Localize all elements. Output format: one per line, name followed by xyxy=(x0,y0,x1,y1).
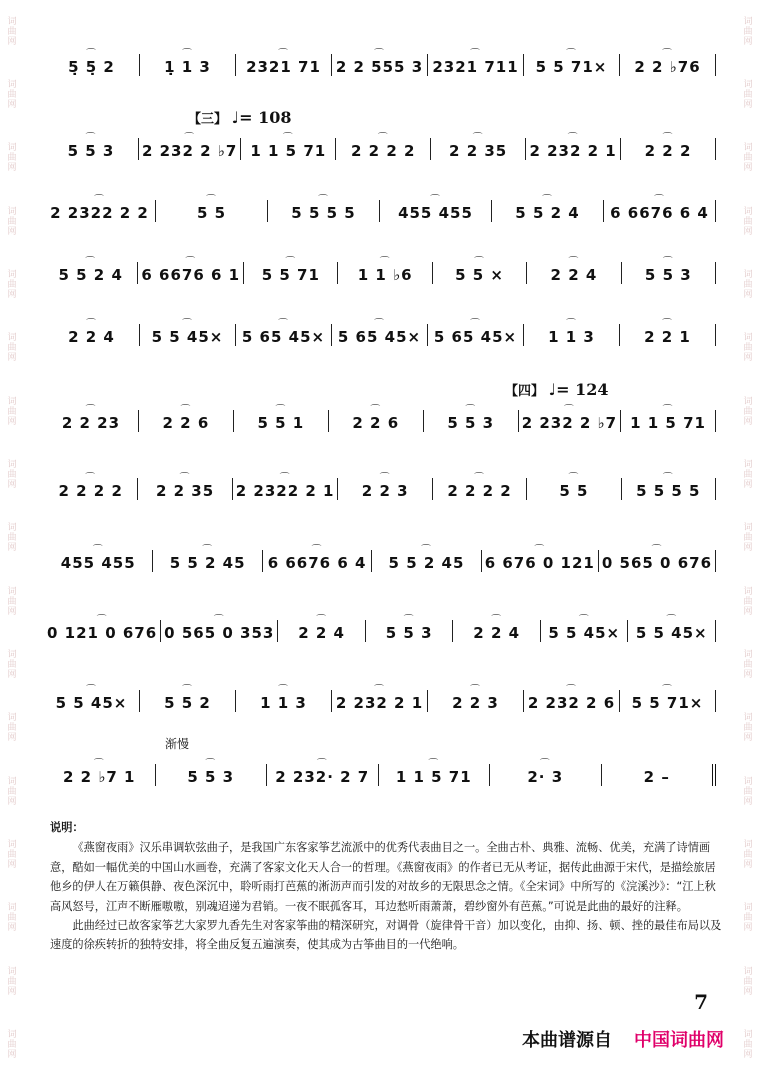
measure xyxy=(140,690,236,712)
measure xyxy=(332,54,428,76)
watermark-text: 词曲网 xyxy=(743,713,753,744)
beat: ⌒ 5 5 5 5 xyxy=(636,482,700,500)
beat: ⌒ 5 5 2 45 xyxy=(389,554,465,572)
measure xyxy=(44,478,138,500)
watermark-text: 词曲网 xyxy=(7,586,17,617)
gradual-label: 渐慢 xyxy=(165,737,190,751)
watermark-text: 词曲网 xyxy=(743,523,753,554)
beat: ⌒ 5 5 × xyxy=(455,266,504,284)
beat: ⌒ 5 5 xyxy=(559,482,588,500)
beat: ⌒ 2 2 4 xyxy=(551,266,598,284)
measure xyxy=(621,138,716,160)
beat: ⌒ 5 5 71× xyxy=(536,58,608,76)
beat: ⌒ 6 676 0 121 xyxy=(485,554,595,572)
score-row-1 xyxy=(44,50,716,76)
measure xyxy=(524,54,620,76)
measure xyxy=(138,262,244,284)
beat: ⌒ 455 455 xyxy=(398,204,473,222)
watermark-text: 词曲网 xyxy=(743,650,753,681)
beat: ⌒ 2 2 2 2 xyxy=(351,142,415,160)
beat: ⌒ 5 5 3 xyxy=(68,142,115,160)
beat: ⌒ 2 2322 2 1 xyxy=(236,482,335,500)
beat: ⌒ 1 1 ♭6 xyxy=(358,266,413,284)
beat: ⌒ 5 65 45× xyxy=(434,328,517,346)
score-row-3 xyxy=(44,196,716,222)
score-row-2 xyxy=(44,134,716,160)
measure xyxy=(44,550,153,572)
beat: ⌒ 2321 711 xyxy=(432,58,518,76)
watermark-text: 词曲网 xyxy=(7,650,17,681)
measure xyxy=(161,620,278,642)
watermark-text: 词曲网 xyxy=(743,903,753,934)
watermark-text: 词曲网 xyxy=(743,1030,753,1061)
footer-brand-link[interactable]: 中国词曲网 xyxy=(634,1030,724,1051)
measure xyxy=(366,620,454,642)
beat: ⌒ 2 232· 2 7 xyxy=(275,768,369,786)
beat: ⌒ 5 5 71× xyxy=(632,694,704,712)
measure xyxy=(380,200,492,222)
beat: ⌒ 2 232 2 6 xyxy=(528,694,615,712)
watermark-text: 词曲网 xyxy=(7,396,17,427)
watermark-text: 词曲网 xyxy=(7,460,17,491)
section-marker-3 xyxy=(188,108,291,127)
watermark-text: 词曲网 xyxy=(743,16,753,47)
measure xyxy=(44,324,140,346)
beat: ⌒ 2 2 4 xyxy=(68,328,115,346)
section-4-label: 【四】 xyxy=(505,384,545,399)
measure xyxy=(278,620,366,642)
beat: ⌒ 2 2 6 xyxy=(352,414,399,432)
beat: ⌒ 5 5 3 xyxy=(187,768,234,786)
measure xyxy=(140,324,236,346)
measure xyxy=(453,620,541,642)
beat: ⌒ 2 2 2 xyxy=(645,142,692,160)
measure xyxy=(622,262,716,284)
final-measure xyxy=(602,764,717,786)
watermark-text: 词曲网 xyxy=(743,206,753,237)
score-row-10 xyxy=(44,686,716,712)
measure xyxy=(44,54,140,76)
footer xyxy=(522,1026,724,1052)
measure xyxy=(620,54,716,76)
measure xyxy=(139,138,241,160)
beat: ⌒ 2 2 4 xyxy=(298,624,345,642)
beat: ⌒ 2· 3 xyxy=(527,768,563,786)
measure xyxy=(44,200,156,222)
measure xyxy=(336,138,431,160)
measure xyxy=(527,478,621,500)
beat: ⌒ 2 2 ♭7 1 xyxy=(63,768,136,786)
measure xyxy=(620,324,716,346)
beat: ⌒ 5 5 xyxy=(197,204,226,222)
measure xyxy=(244,262,338,284)
watermark-text: 词曲网 xyxy=(743,143,753,174)
score-row-6 xyxy=(44,406,716,432)
watermark-text: 词曲网 xyxy=(7,523,17,554)
watermark-text: 词曲网 xyxy=(7,16,17,47)
measure xyxy=(156,200,268,222)
notes-paragraph-1: 《燕窗夜雨》汉乐串调软弦曲子，是我国广东客家筝艺流派中的优秀代表曲目之一。全曲古朴、典雅、流畅、优美，充满了诗情画意，酷如一幅优美的中国山水画卷，充满了客家文化天人合一的哲理。《燕窗夜雨》的作者已无从考证，据传此曲源于宋代，是描绘旅居他乡的伊人在万籁俱静、夜色深沉中，聆听雨打芭蕉的淅沥声而引发的对故乡的无限思念之情。《全宋词》中所写的《浣溪沙》：“江上秋高风怒号，江声不断雁嗷嗷，别魂迢递为君销。一夜不眠孤客耳，耳边愁听雨萧萧，碧纱窗外有芭蕉。”可说是此曲的最好的注释。 xyxy=(50,841,716,913)
beat: ⌒ 2 2 6 xyxy=(163,414,210,432)
beat: ⌒ 1 1 5 71 xyxy=(630,414,706,432)
watermark-text: 词曲网 xyxy=(743,270,753,301)
measure xyxy=(268,200,380,222)
beat: ⌒ 5 5 2 4 xyxy=(515,204,579,222)
beat: ⌒ 5 5 45× xyxy=(636,624,708,642)
beat: ⌒ 5 5 1 xyxy=(257,414,304,432)
beat: ⌒ 2 2 3 xyxy=(452,694,499,712)
beat: ⌒ 2 2 2 2 xyxy=(58,482,122,500)
beat: ⌒ 2 2 2 2 xyxy=(447,482,511,500)
beat: ⌒ 2 2 35 xyxy=(449,142,507,160)
measure xyxy=(338,262,432,284)
watermark-text: 词曲网 xyxy=(7,903,17,934)
beat: ⌒ 6 6676 6 4 xyxy=(610,204,709,222)
beat: ⌒ 5 65 45× xyxy=(242,328,325,346)
beat: ⌒ 0 565 0 676 xyxy=(602,554,712,572)
measure xyxy=(338,478,432,500)
measure xyxy=(332,690,428,712)
watermark-text: 词曲网 xyxy=(7,80,17,111)
measure xyxy=(372,550,481,572)
watermark-text: 词曲网 xyxy=(743,840,753,871)
measure xyxy=(44,262,138,284)
beat: ⌒ 2 232 2 1 xyxy=(336,694,423,712)
measure xyxy=(329,410,424,432)
score-row-9 xyxy=(44,616,716,642)
measure xyxy=(233,478,339,500)
measure xyxy=(44,764,156,786)
tempo-direction-gradual xyxy=(165,735,189,752)
watermark-text: 词曲网 xyxy=(7,966,17,997)
measure xyxy=(153,550,262,572)
watermark-text: 词曲网 xyxy=(743,460,753,491)
beat: ⌒ 455 455 xyxy=(61,554,136,572)
beat: ⌒ 2 2 1 xyxy=(644,328,691,346)
score-row-7 xyxy=(44,474,716,500)
watermark-text: 词曲网 xyxy=(7,776,17,807)
footer-source-label: 本曲谱源自 xyxy=(522,1030,612,1051)
measure xyxy=(263,550,372,572)
section-4-tempo: ♩= 124 xyxy=(548,380,609,399)
watermark-text: 词曲网 xyxy=(743,776,753,807)
measure xyxy=(44,410,139,432)
measure xyxy=(431,138,526,160)
measure xyxy=(519,410,621,432)
measure xyxy=(44,690,140,712)
measure xyxy=(236,324,332,346)
beat: ⌒ 6 6676 6 1 xyxy=(141,266,240,284)
beat: ⌒ 2 2 555 3 xyxy=(336,58,423,76)
beat: ⌒ 5 5 5 5 xyxy=(291,204,355,222)
beat: ⌒ 0 565 0 353 xyxy=(164,624,274,642)
watermark-text: 词曲网 xyxy=(7,1030,17,1061)
beat: ⌒ 5 65 45× xyxy=(338,328,421,346)
measure xyxy=(620,690,716,712)
measure xyxy=(541,620,629,642)
beat: ⌒ 5̣ 5̣ 2 xyxy=(68,58,115,76)
measure xyxy=(490,764,602,786)
score-row-11 xyxy=(44,760,716,786)
beat: ⌒ 2 232 2 ♭7 xyxy=(142,142,237,160)
page-number: 7 xyxy=(694,990,708,1014)
watermark-text: 词曲网 xyxy=(7,713,17,744)
measure xyxy=(482,550,599,572)
beat: 2 – xyxy=(643,768,670,786)
section-marker-4 xyxy=(505,380,608,399)
beat: ⌒ 2 232 2 ♭7 xyxy=(522,414,617,432)
measure xyxy=(267,764,379,786)
watermark-text: 词曲网 xyxy=(7,333,17,364)
measure xyxy=(621,410,716,432)
measure xyxy=(433,478,527,500)
beat: ⌒ 1̣ 1 3 xyxy=(164,58,211,76)
beat: ⌒ 2 2322 2 2 xyxy=(50,204,149,222)
notes-title: 说明： xyxy=(50,821,84,834)
score-row-4 xyxy=(44,258,716,284)
measure xyxy=(156,764,268,786)
measure xyxy=(599,550,716,572)
measure xyxy=(622,478,716,500)
watermark-strip-right xyxy=(738,0,758,1077)
watermark-text: 词曲网 xyxy=(743,80,753,111)
beat: ⌒ 1 1 5 71 xyxy=(250,142,326,160)
measure xyxy=(428,324,524,346)
measure xyxy=(44,620,161,642)
beat: ⌒ 0 121 0 676 xyxy=(47,624,157,642)
beat: ⌒ 2 2 35 xyxy=(156,482,214,500)
measure xyxy=(604,200,716,222)
beat: ⌒ 2 2 ♭76 xyxy=(634,58,700,76)
beat: ⌒ 1 1 5 71 xyxy=(396,768,472,786)
beat: ⌒ 5 5 2 45 xyxy=(170,554,246,572)
watermark-text: 词曲网 xyxy=(743,966,753,997)
watermark-text: 词曲网 xyxy=(743,586,753,617)
watermark-text: 词曲网 xyxy=(7,270,17,301)
beat: ⌒ 1 1 3 xyxy=(260,694,307,712)
beat: ⌒ 5 5 2 4 xyxy=(58,266,122,284)
beat: ⌒ 2 2 23 xyxy=(62,414,120,432)
watermark-text: 词曲网 xyxy=(7,840,17,871)
measure xyxy=(628,620,716,642)
measure xyxy=(433,262,527,284)
measure xyxy=(428,690,524,712)
measure xyxy=(527,262,621,284)
measure xyxy=(526,138,621,160)
beat: ⌒ 2 232 2 1 xyxy=(529,142,616,160)
beat: ⌒ 5 5 3 xyxy=(447,414,494,432)
measure xyxy=(424,410,519,432)
beat: ⌒ 5 5 2 xyxy=(164,694,211,712)
beat: ⌒ 2321 71 xyxy=(246,58,321,76)
measure xyxy=(236,690,332,712)
watermark-text: 词曲网 xyxy=(743,333,753,364)
notes-paragraph-2: 此曲经过已故客家筝艺大家罗九香先生对客家筝曲的精深研究，对调骨（旋律骨干音）加以变化，由抑、扬、顿、挫的最佳布局以及速度的徐疾转折的独特安排，将全曲反复五遍演奏，使其成为古筝曲目的一代绝响。 xyxy=(50,919,722,952)
beat: ⌒ 5 5 45× xyxy=(56,694,128,712)
beat: ⌒ 5 5 45× xyxy=(152,328,224,346)
measure xyxy=(524,690,620,712)
watermark-text: 词曲网 xyxy=(7,206,17,237)
measure xyxy=(139,410,234,432)
measure xyxy=(44,138,139,160)
measure xyxy=(234,410,329,432)
beat: ⌒ 5 5 3 xyxy=(386,624,433,642)
beat: ⌒ 2 2 4 xyxy=(473,624,520,642)
beat: ⌒ 5 5 45× xyxy=(548,624,620,642)
section-3-label: 【三】 xyxy=(188,112,228,127)
beat: ⌒ 1 1 3 xyxy=(548,328,595,346)
measure xyxy=(241,138,336,160)
watermark-text: 词曲网 xyxy=(743,396,753,427)
score-row-5 xyxy=(44,320,716,346)
watermark-strip-left xyxy=(2,0,22,1077)
measure xyxy=(379,764,491,786)
measure xyxy=(140,54,236,76)
beat: ⌒ 2 2 3 xyxy=(362,482,409,500)
beat: ⌒ 5 5 71 xyxy=(262,266,320,284)
measure xyxy=(428,54,524,76)
notes-block xyxy=(50,818,725,955)
measure xyxy=(332,324,428,346)
measure xyxy=(236,54,332,76)
measure xyxy=(524,324,620,346)
watermark-text: 词曲网 xyxy=(7,143,17,174)
score-row-8 xyxy=(44,546,716,572)
beat: ⌒ 5 5 3 xyxy=(645,266,692,284)
measure xyxy=(492,200,604,222)
measure xyxy=(138,478,232,500)
beat: ⌒ 6 6676 6 4 xyxy=(268,554,367,572)
section-3-tempo: ♩= 108 xyxy=(231,108,292,127)
